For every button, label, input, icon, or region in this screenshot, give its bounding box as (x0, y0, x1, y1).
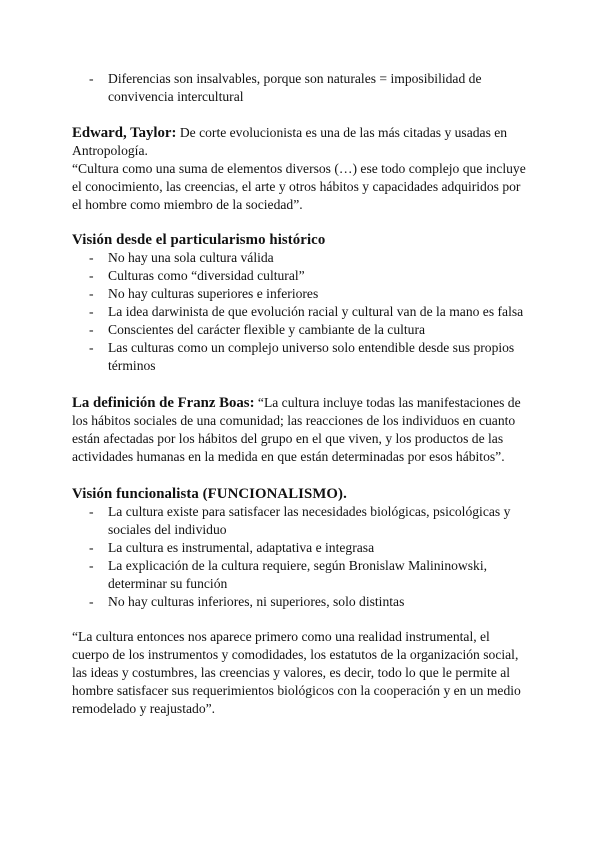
list-item-text: Diferencias son insalvables, porque son naturales = imposibilidad de convivencia intercultural (108, 71, 482, 104)
dash-bullet: - (89, 71, 94, 86)
document-page (72, 70, 530, 718)
list-item-text: No hay culturas inferiores, ni superiores, solo distintas (108, 594, 405, 609)
list-item-text: Conscientes del carácter flexible y cambiante de la cultura (108, 322, 426, 337)
list-item (72, 267, 530, 285)
dash-bullet: - (89, 268, 94, 283)
list-item (72, 303, 530, 321)
dash-bullet: - (89, 540, 94, 555)
boas-text: “La cultura incluye todas las manifestaciones de los hábitos sociales de una comunidad; las reacciones de los individuos en cuanto están afectadas por los hábitos del grupo en el que viven, y los productos de las actividades humanas en la medida en que están determinadas por esos hábitos”. (72, 395, 521, 464)
funcionalismo-heading: Visión funcionalista (FUNCIONALISMO). (72, 486, 347, 502)
taylor-colon: : (171, 125, 177, 141)
taylor-paragraph (72, 124, 530, 160)
list-item-text: La cultura existe para satisfacer las necesidades biológicas, psicológicas y sociales del individuo (108, 504, 511, 537)
list-item (72, 339, 530, 375)
taylor-name: Edward, Taylor (72, 125, 172, 141)
list-item (72, 321, 530, 339)
list-item (72, 593, 530, 611)
boas-section (72, 394, 530, 466)
closing-quote: “La cultura entonces nos aparece primero como una realidad instrumental, el cuerpo de los instrumentos y comodidades, los estatutos de la organización social, las ideas y costumbres, las creencias y valores, es decir, todo lo que le permite al hombre satisfacer sus requerimientos biológicos con la cooperación y en un medio remodelado y reajustado”. (72, 629, 521, 716)
taylor-section (72, 124, 530, 214)
list-item (72, 249, 530, 267)
top-list (72, 70, 530, 106)
taylor-quote: “Cultura como una suma de elementos diversos (…) ese todo complejo que incluye el conocimiento, las creencias, el arte y otros hábitos y capacidades adquiridos por el hombre como miembro de la sociedad”. (72, 161, 526, 212)
dash-bullet: - (89, 322, 94, 337)
list-item (72, 503, 530, 539)
dash-bullet: - (89, 250, 94, 265)
dash-bullet: - (89, 304, 94, 319)
dash-bullet: - (89, 594, 94, 609)
list-item-text: Culturas como “diversidad cultural” (108, 268, 305, 283)
dash-bullet: - (89, 504, 94, 519)
list-item (72, 539, 530, 557)
list-item-text: Las culturas como un complejo universo solo entendible desde sus propios términos (108, 340, 515, 373)
particularismo-heading: Visión desde el particularismo histórico (72, 232, 326, 248)
dash-bullet: - (89, 558, 94, 573)
list-item (72, 557, 530, 593)
list-item (72, 70, 530, 106)
boas-heading: La definición de Franz Boas (72, 395, 250, 411)
particularismo-list (72, 249, 530, 375)
list-item-text: No hay una sola cultura válida (108, 250, 274, 265)
funcionalismo-list (72, 503, 530, 611)
closing-section (72, 628, 530, 718)
dash-bullet: - (89, 286, 94, 301)
taylor-text: De corte evolucionista es una de las más citadas y usadas en Antropología. (72, 125, 508, 158)
list-item (72, 285, 530, 303)
list-item-text: La explicación de la cultura requiere, según Bronislaw Malininowski, determinar su función (108, 558, 487, 591)
particularismo-section (72, 231, 530, 375)
list-item-text: La cultura es instrumental, adaptativa e integrasa (108, 540, 375, 555)
boas-colon: : (249, 395, 255, 411)
list-item-text: No hay culturas superiores e inferiores (108, 286, 319, 301)
boas-paragraph (72, 394, 530, 466)
funcionalismo-section (72, 485, 530, 611)
list-item-text: La idea darwinista de que evolución racial y cultural van de la mano es falsa (108, 304, 524, 319)
dash-bullet: - (89, 340, 94, 355)
